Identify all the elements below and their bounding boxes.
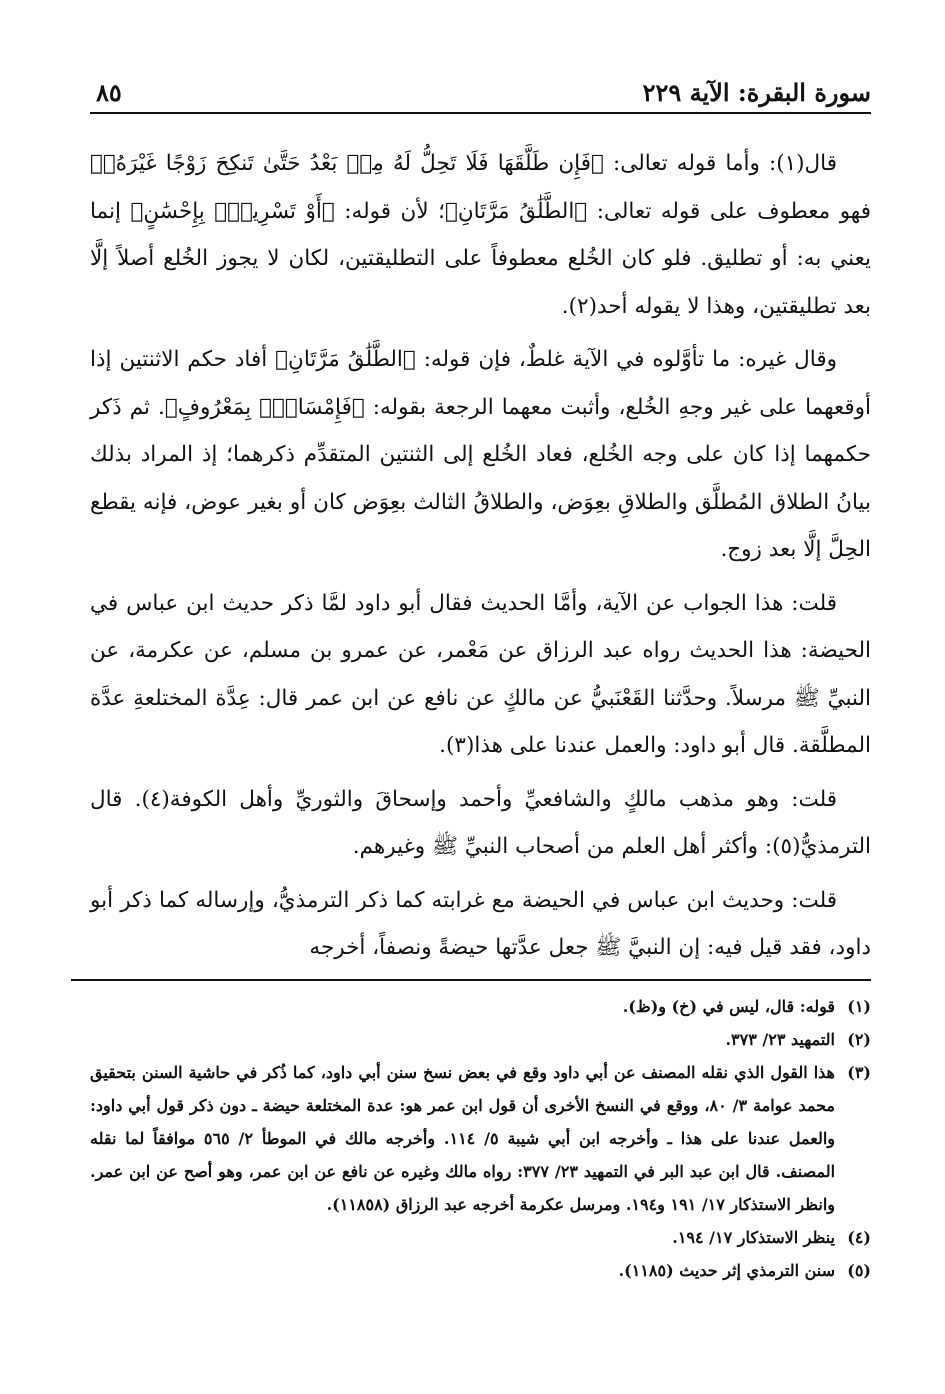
page-header	[96, 72, 871, 112]
footnote	[90, 990, 871, 1023]
footnotes	[90, 990, 871, 1287]
paragraph: قال(١): وأما قوله تعالى: ﴿فَإِن طَلَّقَهَا فَلَا تَحِلُّ لَهُ مِنۢ بَعْدُ حَتَّىٰ تَنكِحَ زَوْجًا غَيْرَهُۥ﴾ فهو معطوف على قوله تعالى: ﴿الطَّلَٰقُ مَرَّتَانِ﴾؛ لأن قوله: ﴿أَوْ تَسْرِيحٌۢ بِإِحْسَٰنٍ﴾ إنما يعني به: أو تطليق. فلو كان الخُلع معطوفاً على التطليقتين، لكان لا يجوز الخُلع أصلاً إلَّا بعد تطليقتين، وهذا لا يقوله أحد(٢).	[90, 151, 871, 319]
main-text	[90, 140, 871, 978]
footnote-text: سنن الترمذي إثر حديث (١١٨٥).	[618, 1261, 835, 1280]
header-divider	[90, 112, 871, 114]
running-title: سورة البقرة: الآية ٢٢٩	[642, 77, 871, 107]
footnote-number: (١)	[847, 997, 871, 1016]
paragraph: قلت: هذا الجواب عن الآية، وأمَّا الحديث فقال أبو داود لمَّا ذكر حديث ابن عباس في الحيضة: هذا الحديث رواه عبد الرزاق عن مَعْمر، عن عمرو بن مسلم، عن عكرمة، عن النبيِّ ﷺ مرسلاً. وحدَّثنا القَعْنَبيُّ عن مالكٍ عن نافع عن ابن عمر قال: عِدَّة المختلعةِ عدَّة المطلَّقة. قال أبو داود: والعمل عندنا على هذا(٣).	[90, 590, 871, 758]
footnote-number: (٥)	[847, 1261, 871, 1280]
footnote	[90, 1056, 871, 1221]
footnote-text: ينظر الاستذكار ١٧/ ١٩٤.	[672, 1228, 835, 1247]
footnote-divider	[71, 979, 871, 981]
footnote	[90, 1023, 871, 1056]
footnote-number: (٣)	[847, 1063, 871, 1082]
paragraph: وقال غيره: ما تأوَّلوه في الآية غلطٌ، فإن قوله: ﴿الطَّلَٰقُ مَرَّتَانِ﴾ أفاد حكم الاثنتين إذا أوقعهما على غير وجهِ الخُلع، وأثبت معهما الرجعة بقوله: ﴿فَإِمْسَاكٌۢ بِمَعْرُوفٍ﴾. ثم ذَكر حكمهما إذا كان على وجه الخُلع، فعاد الخُلع إلى الثنتين المتقدِّم ذكرهما؛ إذ المراد بذلك بيانُ الطلاق المُطلَّق والطلاقِ بعِوَض، والطلاقُ الثالث بعِوَض كان أو بغير عوض، فإنه يقطع الحِلَّ إلَّا بعد زوج.	[90, 347, 871, 562]
footnote-text: قوله: قال، ليس في (خ) و(ظ).	[622, 997, 835, 1016]
page-number: ٨٥	[96, 77, 122, 107]
footnote-text: هذا القول الذي نقله المصنف عن أبي داود وقع في بعض نسخ سنن أبي داود، كما ذُكر في حاشية السنن بتحقيق محمد عوامة ٣/ ٨٠، ووقع في النسخ الأخرى أن قول ابن عمر هو: عدة المختلعة حيضة ـ دون ذكر قول أبي داود: والعمل عندنا على هذا ـ وأخرجه ابن أبي شيبة ٥/ ١١٤. وأخرجه مالك في الموطأ ٢/ ٥٦٥ موافقاً لما نقله المصنف. قال ابن عبد البر في التمهيد ٢٣/ ٣٧٧: رواه مالك وغيره عن نافع عن ابن عمر، وهو أصح عن ابن عمر. وانظر الاستذكار ١٧/ ١٩١ و١٩٤. ومرسل عكرمة أخرجه عبد الرزاق (١١٨٥٨).	[90, 1063, 836, 1214]
paragraph: قلت: وحديث ابن عباس في الحيضة مع غرابته كما ذكر الترمذيُّ، وإرساله كما ذكر أبو داود، فقد قيل فيه: إن النبيَّ ﷺ جعل عدَّتها حيضةً ونصفاً، أخرجه	[90, 887, 871, 960]
footnote-number: (٤)	[847, 1228, 871, 1247]
footnote-text: التمهيد ٢٣/ ٣٧٣.	[725, 1030, 835, 1049]
footnote-number: (٢)	[847, 1030, 871, 1049]
footnote	[90, 1221, 871, 1254]
paragraph: قلت: وهو مذهب مالكٍ والشافعيِّ وأحمد وإسحاقَ والثوريِّ وأهل الكوفة(٤). قال الترمذيُّ(٥): وأكثر أهل العلم من أصحاب النبيِّ ﷺ وغيرهم.	[90, 786, 871, 859]
footnote	[90, 1254, 871, 1287]
